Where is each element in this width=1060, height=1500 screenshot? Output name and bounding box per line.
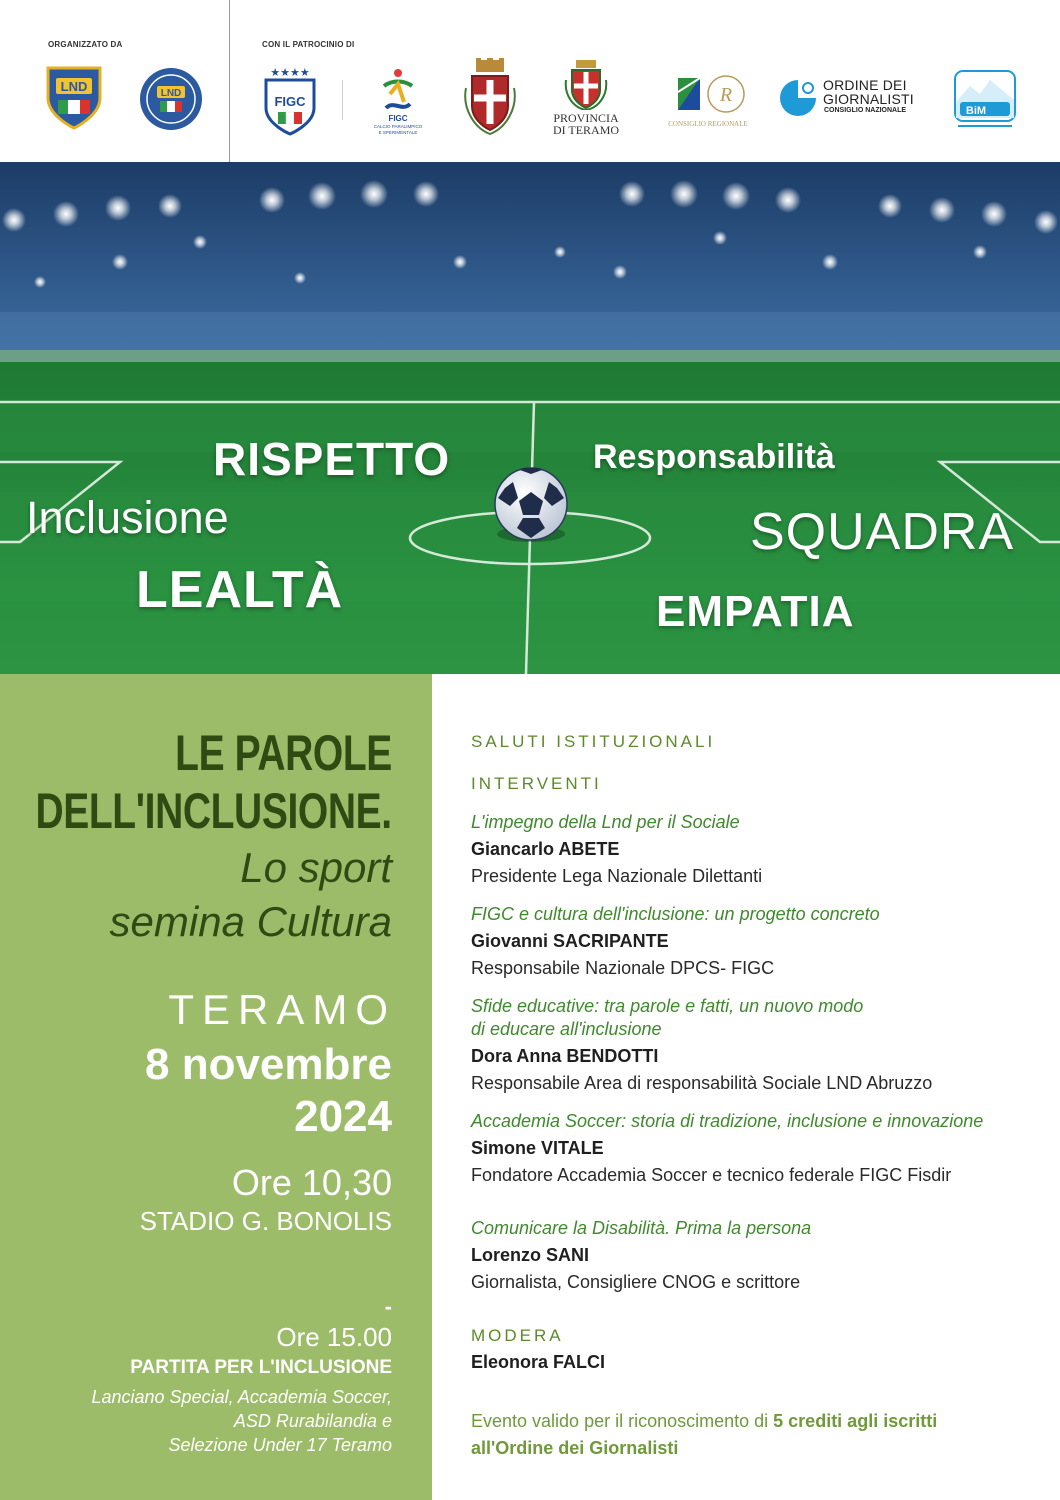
figc-dpcs-sub2: E SPERIMENTALE <box>378 130 418 135</box>
talk-topic: Comunicare la Disabilità. Prima la persona <box>471 1218 812 1238</box>
talk-speaker: Giancarlo ABETE <box>471 839 620 859</box>
teramo-coat-of-arms <box>462 58 518 136</box>
figc-dpcs-title: FIGC <box>388 114 408 123</box>
lnd-abruzzo-text: LND <box>160 88 182 99</box>
header <box>0 0 1060 162</box>
svg-text:★★★★: ★★★★ <box>270 66 310 79</box>
talk-topic-line2: di educare all'inclusione <box>471 1019 662 1039</box>
event-separator: - <box>384 1294 392 1319</box>
talk-role: Responsabile Nazionale DPCS- FIGC <box>471 958 775 978</box>
word-responsabilita: Responsabilità <box>593 438 835 476</box>
word-inclusione: Inclusione <box>26 492 229 543</box>
event-city: TERAMO <box>168 986 396 1033</box>
event-year: 2024 <box>294 1092 392 1141</box>
figc-logo <box>258 64 322 136</box>
event-title-line1: LE PAROLE <box>175 725 392 781</box>
soccer-ball-icon <box>495 468 567 540</box>
credits-note-line2 <box>471 1438 678 1459</box>
program-panel <box>432 674 1060 1500</box>
figc-logo-text: FIGC <box>274 94 306 109</box>
bim-text: BiM <box>965 105 987 117</box>
match-teams-line2: ASD Rurabilandia e <box>233 1411 392 1431</box>
talk-speaker: Lorenzo SANI <box>471 1245 590 1265</box>
talk-role: Fondatore Accademia Soccer e tecnico federale FIGC Fisdir <box>471 1165 952 1185</box>
lnd-logo <box>44 64 104 132</box>
talk-role: Giornalista, Consigliere CNOG e scrittore <box>471 1272 801 1292</box>
match-title: PARTITA PER L'INCLUSIONE <box>130 1357 392 1378</box>
credits-note-line1 <box>471 1411 937 1432</box>
talk-topic: FIGC e cultura dell'inclusione: un progetto concreto <box>471 904 880 924</box>
event-time: Ore 10,30 <box>231 1162 392 1203</box>
consiglio-text: CONSIGLIO REGIONALE <box>668 120 748 128</box>
event-venue: STADIO G. BONOLIS <box>139 1206 392 1236</box>
provincia-line1: PROVINCIA <box>553 111 619 125</box>
event-subtitle-line1: Lo sport <box>240 844 392 891</box>
lnd-logo-text: LND <box>60 79 88 94</box>
header-divider <box>229 0 230 162</box>
match-teams-line3: Selezione Under 17 Teramo <box>168 1435 392 1455</box>
section-modera: MODERA <box>471 1326 564 1345</box>
provincia-line2: DI TERAMO <box>552 123 620 137</box>
figc-separator <box>342 80 343 120</box>
event-date: 8 novembre <box>145 1040 392 1089</box>
lnd-abruzzo-logo <box>138 66 204 132</box>
figc-dpcs-sub1: CALCIO PARALIMPICO <box>373 124 423 129</box>
talk-role: Presidente Lega Nazionale Dilettanti <box>471 866 763 886</box>
talk-speaker: Simone VITALE <box>471 1138 604 1158</box>
word-rispetto: RISPETTO <box>213 433 451 485</box>
section-saluti: SALUTI ISTITUZIONALI <box>471 732 716 751</box>
bim-logo <box>954 70 1016 130</box>
talk-speaker: Giovanni SACRIPANTE <box>471 931 669 951</box>
event-info-panel <box>0 674 432 1500</box>
talk-topic: Sfide educative: tra parole e fatti, un nuovo modo <box>471 996 864 1016</box>
organized-label: ORGANIZZATO DA <box>48 40 123 49</box>
event-title-line2: DELL'INCLUSIONE. <box>35 783 392 839</box>
odg-line2: GIORNALISTI <box>823 91 914 107</box>
word-empatia: EMPATIA <box>656 587 855 636</box>
odg-logo <box>778 78 818 118</box>
credits-highlight: 5 crediti agli iscritti <box>773 1411 938 1431</box>
hero-stadium <box>0 162 1060 674</box>
consiglio-regionale-logo <box>676 72 746 116</box>
event-subtitle-line2: semina Cultura <box>109 898 392 945</box>
credits-text: Evento valido per il riconoscimento di <box>471 1411 774 1431</box>
talk-speaker: Dora Anna BENDOTTI <box>471 1046 659 1066</box>
moderator-name: Eleonora FALCI <box>471 1352 606 1372</box>
talk-role: Responsabile Area di responsabilità Sociale LND Abruzzo <box>471 1073 933 1093</box>
svg-text:R: R <box>719 84 733 106</box>
credits-order: all'Ordine dei Giornalisti <box>471 1438 679 1458</box>
odg-sub: CONSIGLIO NAZIONALE <box>824 107 907 114</box>
word-lealta: LEALTÀ <box>136 561 344 619</box>
provincia-teramo-logo <box>564 58 608 110</box>
word-squadra: SQUADRA <box>750 503 1015 561</box>
figc-dpcs-logo <box>368 64 428 136</box>
patronage-label: CON IL PATROCINIO DI <box>262 40 355 49</box>
match-time: Ore 15.00 <box>276 1322 392 1352</box>
match-teams-line1: Lanciano Special, Accademia Soccer, <box>91 1387 392 1407</box>
talk-topic: Accademia Soccer: storia di tradizione, inclusione e innovazione <box>471 1111 984 1131</box>
section-interventi: INTERVENTI <box>471 774 602 793</box>
talk-topic: L'impegno della Lnd per il Sociale <box>471 812 740 832</box>
odg-line1: ORDINE DEI <box>823 77 907 93</box>
